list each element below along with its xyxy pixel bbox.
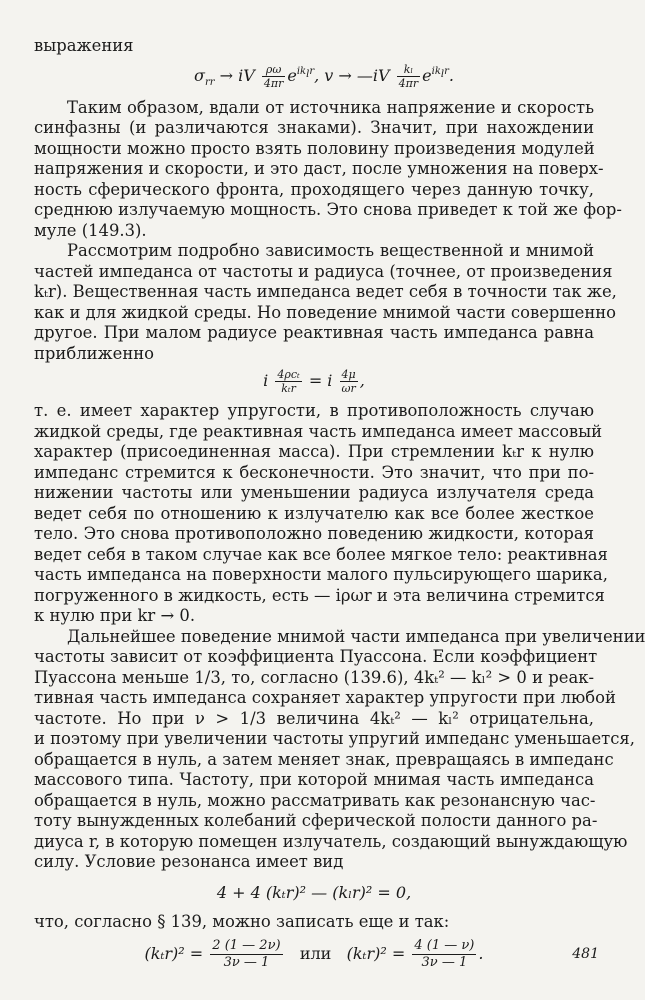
page-number: 481 bbox=[572, 946, 599, 962]
text-line: ведет себя по отношению к излучателю как все более жесткое bbox=[34, 503, 594, 523]
text-line: напряжения и скорости, и это даст, после умножения на поверх- bbox=[34, 159, 604, 178]
text-line: ведет себя в таком случае как все более мягкое тело: реактивная bbox=[34, 544, 608, 564]
text-line: выражения bbox=[34, 36, 134, 55]
equation-resonance-forms: (kₜr)² = $\frac{2 (1 — 2\nu)}{3\nu — 1}$ или (kₜr)² = $\frac{4 (1 — \nu)}{3\nu — 1}$ . bbox=[144, 938, 484, 970]
equation-reactive-impedance: i $\frac{\text{4ρcₜ}}{\text{kₜr}}$ = i $\frac{4\mu}{\omega r}$ , bbox=[263, 368, 365, 395]
paragraph-3 bbox=[34, 401, 608, 627]
equation-stress-velocity: $\sigma_{rr}$ → iV $\frac{\rho\omega}{4\pi r}$ $e^{ik_lr}$, v → —iV $\frac{\text{kₗ}}{4\pi r}$ $e^{ik_lr}$. bbox=[194, 62, 454, 90]
paragraph-1 bbox=[34, 97, 622, 242]
text-line: диуса r, в которую помещен излучатель, создающий вынуждающую bbox=[34, 831, 628, 851]
text-line: обращается в нуль, можно рассматривать как резонансную час- bbox=[34, 790, 596, 810]
text-line: жидкой среды, где реактивная часть импеданса имеет массовый bbox=[34, 421, 603, 441]
text-line: частей импеданса от частоты и радиуса (точнее, от произведения bbox=[34, 261, 613, 281]
text-line: Дальнейшее поведение мнимой части импеданса при увеличении bbox=[67, 626, 645, 646]
equation-resonance-condition: 4 + 4 (kₜr)² — (kₗr)² = 0, bbox=[216, 882, 412, 902]
text-line: характер (присоединенная масса). При стремлении kₜr к нулю bbox=[34, 442, 594, 461]
text-line: приближенно bbox=[34, 343, 155, 363]
text-line: часть импеданса на поверхности малого пульсирующего шарика, bbox=[34, 565, 608, 584]
text-line: тивная часть импеданса сохраняет характер упругости при любой bbox=[34, 688, 616, 707]
text-line: т. е. имеет характер упругости, в противоположность случаю bbox=[34, 401, 594, 420]
text-line: мощности можно просто взять половину произведения модулей bbox=[34, 138, 595, 158]
text-line: массового типа. Частоту, при которой мнимая часть импеданса bbox=[34, 770, 594, 789]
text-line: Таким образом, вдали от источника напряжение и скорость bbox=[67, 97, 594, 117]
text-line: как и для жидкой среды. Но поведение мнимой части совершенно bbox=[34, 302, 617, 322]
text-line: обращается в нуль, а затем меняет знак, превращаясь в импеданс bbox=[34, 749, 614, 769]
text-line: среднюю излучаемую мощность. Это снова приведет к той же фор- bbox=[34, 200, 622, 219]
text-line: Пуассона меньше 1/3, то, согласно (139.6), 4kₜ² — kₗ² > 0 и реак- bbox=[34, 667, 594, 687]
paragraph-4 bbox=[34, 626, 645, 873]
text-line: другое. При малом радиусе реактивная часть импеданса равна bbox=[34, 323, 594, 342]
text-line: тело. Это снова противоположно поведению жидкости, которая bbox=[34, 524, 594, 543]
text-line: погруженного в жидкость, есть — iρωr и эта величина стремится bbox=[34, 585, 605, 605]
text-line: к нулю при kr → 0. bbox=[34, 606, 196, 625]
text-line: муле (149.3). bbox=[34, 220, 147, 240]
text-line: ность сферического фронта, проходящего через данную точку, bbox=[34, 179, 594, 199]
text-line: частоты зависит от коэффициента Пуассона. Если коэффициент bbox=[34, 647, 598, 666]
page-body bbox=[34, 36, 645, 971]
text-line: частоте. Но при ν > 1/3 величина 4kₜ² — kₗ² отрицательна, bbox=[34, 708, 594, 728]
text-line: импеданс стремится к бесконечности. Это значит, что при по- bbox=[34, 462, 594, 482]
text-line: силу. Условие резонанса имеет вид bbox=[34, 852, 344, 871]
text-line: нижении частоты или уменьшении радиуса излучателя среда bbox=[34, 483, 594, 502]
text-line: Рассмотрим подробно зависимость вещественной и мнимой bbox=[67, 241, 594, 260]
text-line: и поэтому при увеличении частоты упругий импеданс уменьшается, bbox=[34, 729, 635, 748]
text-line: что, согласно § 139, можно записать еще и так: bbox=[34, 911, 450, 931]
paragraph-2 bbox=[34, 241, 617, 364]
text-line: тоту вынужденных колебаний сферической полости данного ра- bbox=[34, 811, 598, 830]
text-line: синфазны (и различаются знаками). Значит, при нахождении bbox=[34, 118, 594, 137]
text-line: kₜr). Вещественная часть импеданса ведет себя в точности так же, bbox=[34, 282, 617, 301]
